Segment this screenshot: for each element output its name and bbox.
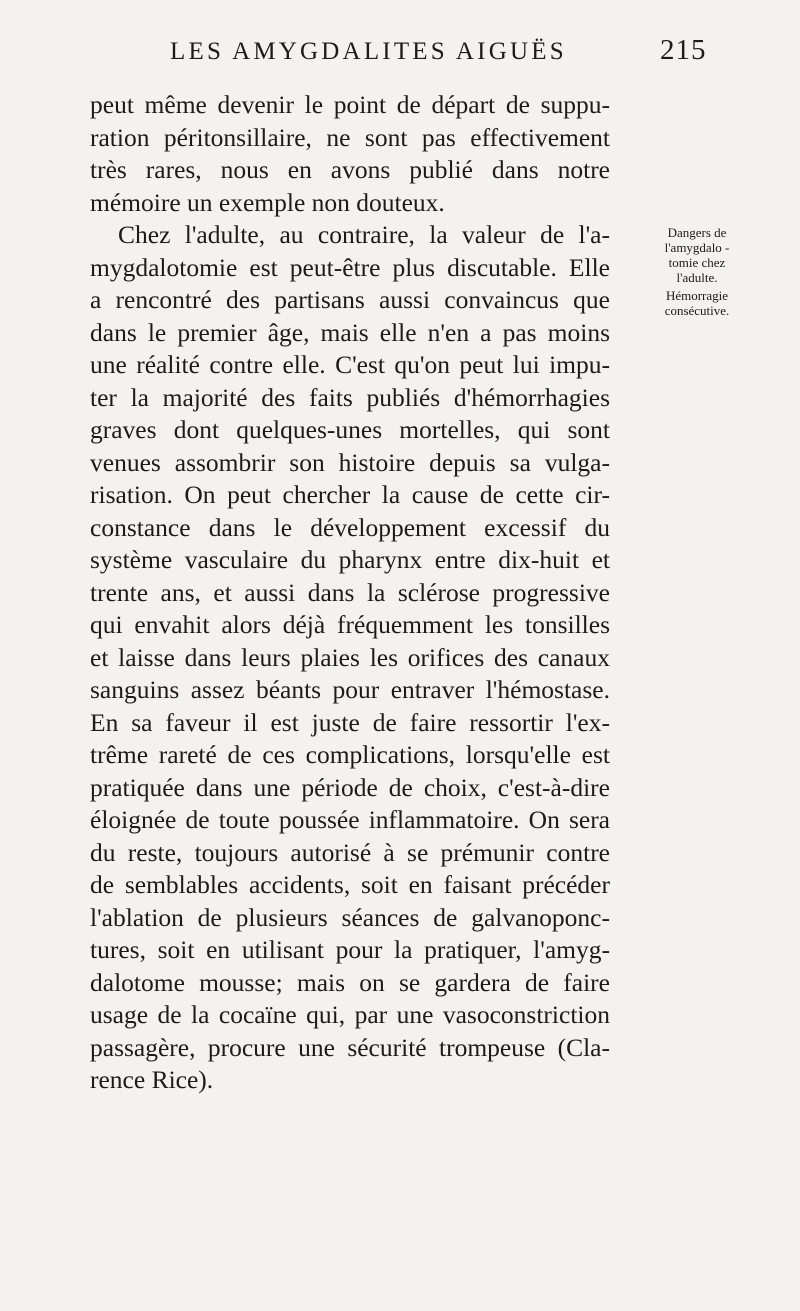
text-line: usage de la cocaïne qui, par une vasoconstriction bbox=[90, 1000, 610, 1029]
text-line: trême rareté de ces complications, lorsqu'elle est bbox=[90, 740, 610, 769]
text-line: tures, soit en utilisant pour la pratiquer, l'amyg- bbox=[90, 935, 610, 964]
text-line: a rencontré des partisans aussi convaincus que bbox=[90, 285, 610, 314]
text-line: risation. On peut chercher la cause de cette cir- bbox=[90, 480, 610, 509]
page-number: 215 bbox=[660, 34, 707, 66]
text-line: système vasculaire du pharynx entre dix-huit et bbox=[90, 545, 610, 574]
text-line: constance dans le développement excessif du bbox=[90, 512, 610, 542]
text-line: très rares, nous en avons publié dans notre bbox=[90, 155, 610, 184]
margin-note-line: Dangers de bbox=[667, 225, 727, 240]
running-header bbox=[0, 34, 800, 78]
text-line: une réalité contre elle. C'est qu'on peut lui impu- bbox=[90, 350, 610, 379]
text-line: dans le premier âge, mais elle n'en a pas moins bbox=[90, 317, 610, 347]
text-line: dalotome mousse; mais on se gardera de faire bbox=[90, 967, 610, 997]
body-text bbox=[90, 89, 610, 1097]
text-line: peut même devenir le point de départ de suppu- bbox=[90, 90, 610, 119]
text-line: mygdalotomie est peut-être plus discutable. Elle bbox=[90, 252, 610, 282]
text-line: ter la majorité des faits publiés d'hémorrhagies bbox=[90, 382, 610, 412]
margin-note-line: consécutive. bbox=[664, 303, 730, 318]
text-line: trente ans, et aussi dans la sclérose progressive bbox=[90, 577, 610, 607]
text-line: graves dont quelques-unes mortelles, qui sont bbox=[90, 415, 610, 444]
running-title: LES AMYGDALITES AIGUËS bbox=[170, 38, 567, 65]
text-line: mémoire un exemple non douteux. bbox=[90, 187, 445, 217]
margin-note-hemorrhage bbox=[622, 288, 772, 318]
text-line: l'ablation de plusieurs séances de galvanoponc- bbox=[90, 902, 610, 932]
text-line: pratiquée dans une période de choix, c'est-à-dire bbox=[90, 772, 610, 802]
text-line: de semblables accidents, soit en faisant précéder bbox=[90, 870, 610, 899]
text-line: venues assombrir son histoire depuis sa vulga- bbox=[90, 447, 610, 477]
text-line: éloignée de toute poussée inflammatoire. On sera bbox=[90, 805, 610, 834]
text-line: qui envahit alors déjà fréquemment les tonsilles bbox=[90, 610, 610, 639]
margin-note-line: Hémorragie bbox=[665, 288, 729, 303]
text-line: Chez l'adulte, au contraire, la valeur de l'a- bbox=[118, 220, 610, 249]
margin-note-dangers bbox=[622, 225, 772, 285]
text-line: sanguins assez béants pour entraver l'hémostase. bbox=[90, 675, 610, 704]
margin-note-line: l'adulte. bbox=[676, 270, 718, 285]
text-line: En sa faveur il est juste de faire ressortir l'ex- bbox=[90, 707, 610, 737]
margin-note-line: tomie chez bbox=[668, 255, 726, 270]
margin-note-line: l'amygdalo - bbox=[664, 240, 730, 255]
text-line: passagère, procure une sécurité trompeuse (Cla- bbox=[90, 1032, 610, 1062]
text-line: et laisse dans leurs plaies les orifices des canaux bbox=[90, 642, 610, 672]
text-line: ration péritonsillaire, ne sont pas effectivement bbox=[90, 122, 610, 152]
text-line: rence Rice). bbox=[90, 1065, 214, 1094]
text-line: du reste, toujours autorisé à se prémunir contre bbox=[90, 837, 610, 867]
